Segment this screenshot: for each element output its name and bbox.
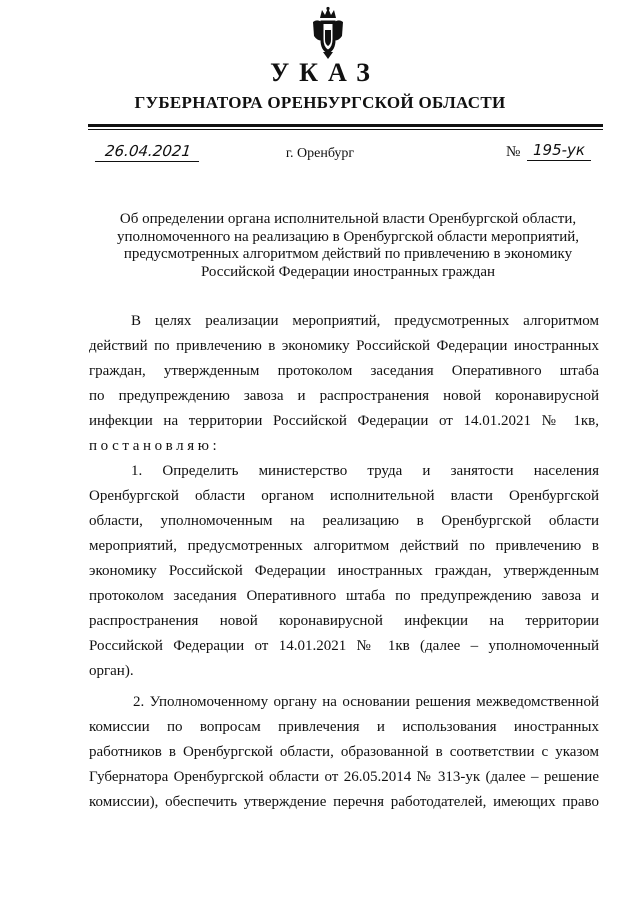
item-2-line: 2. Уполномоченному органу на основании решения межведомственной — [133, 694, 599, 710]
item-1-line: области, уполномоченным на реализацию в Оренбургской области — [89, 513, 599, 529]
item-2-line: комиссии), обеспечить утверждение перечня работодателей, имеющих право — [89, 794, 599, 810]
body-line: по предупреждению завоза и распространения новой коронавирусной — [89, 388, 599, 404]
header-rule-thick — [88, 124, 603, 127]
item-1-line: мероприятий, предусмотренных алгоритмом действий по привлечению в — [89, 538, 599, 554]
item-2-line: комиссии по вопросам привлечения и использования иностранных — [89, 719, 599, 735]
issuer-title: ГУБЕРНАТОРА ОРЕНБУРГСКОЙ ОБЛАСТИ — [134, 93, 506, 112]
decree-city: г. Оренбург — [285, 146, 355, 161]
item-2-line: Губернатора Оренбургской области от 26.05.2014 № 313-ук (далее – решение — [89, 769, 599, 785]
header-rule-thin — [88, 129, 603, 130]
body-line: инфекции на территории Российской Федерации от 14.01.2021 № 1кв, — [89, 413, 599, 429]
item-1-line: экономику Российской Федерации иностранных граждан, утвержденным — [89, 563, 599, 579]
body-line: граждан, утвержденным протоколом заседания Оперативного штаба — [89, 363, 599, 379]
item-1-line: 1. Определить министерство труда и занятости населения — [131, 463, 599, 479]
decree-subject — [98, 211, 598, 281]
body-line: действий по привлечению в экономику Российской Федерации иностранных — [89, 338, 599, 354]
item-1-line: Российской Федерации от 14.01.2021 № 1кв (далее – уполномоченный — [89, 638, 599, 654]
item-2-line: работников в Оренбургской области, образованной в соответствии с указом — [89, 744, 599, 760]
item-1-line: орган). — [89, 663, 134, 679]
subject-line: Российской Федерации иностранных граждан — [200, 263, 496, 280]
decree-body — [89, 309, 599, 815]
decree-number-label: № — [506, 144, 521, 160]
decree-date: 26.04.2021 — [95, 142, 201, 162]
item-1-line: протоколом заседания Оперативного штаба по предупреждению завоза и — [89, 588, 599, 604]
decree-word: постановляю: — [89, 438, 221, 454]
subject-line: уполномоченного на реализацию в Оренбургской области мероприятий, — [117, 228, 579, 245]
decree-number: 195-ук — [527, 141, 591, 161]
document-title: УКАЗ — [270, 58, 380, 87]
body-line: В целях реализации мероприятий, предусмотренных алгоритмом — [131, 313, 599, 329]
subject-line: предусмотренных алгоритмом действий по привлечению в экономику — [123, 246, 573, 262]
coat-of-arms-icon — [310, 6, 346, 60]
item-1-line: Оренбургской области органом исполнительной власти Оренбургской — [89, 488, 599, 504]
subject-line: Об определении органа исполнительной власти Оренбургской области, — [119, 211, 577, 227]
item-1-line: распространения новой коронавирусной инфекции на территории — [89, 613, 599, 629]
